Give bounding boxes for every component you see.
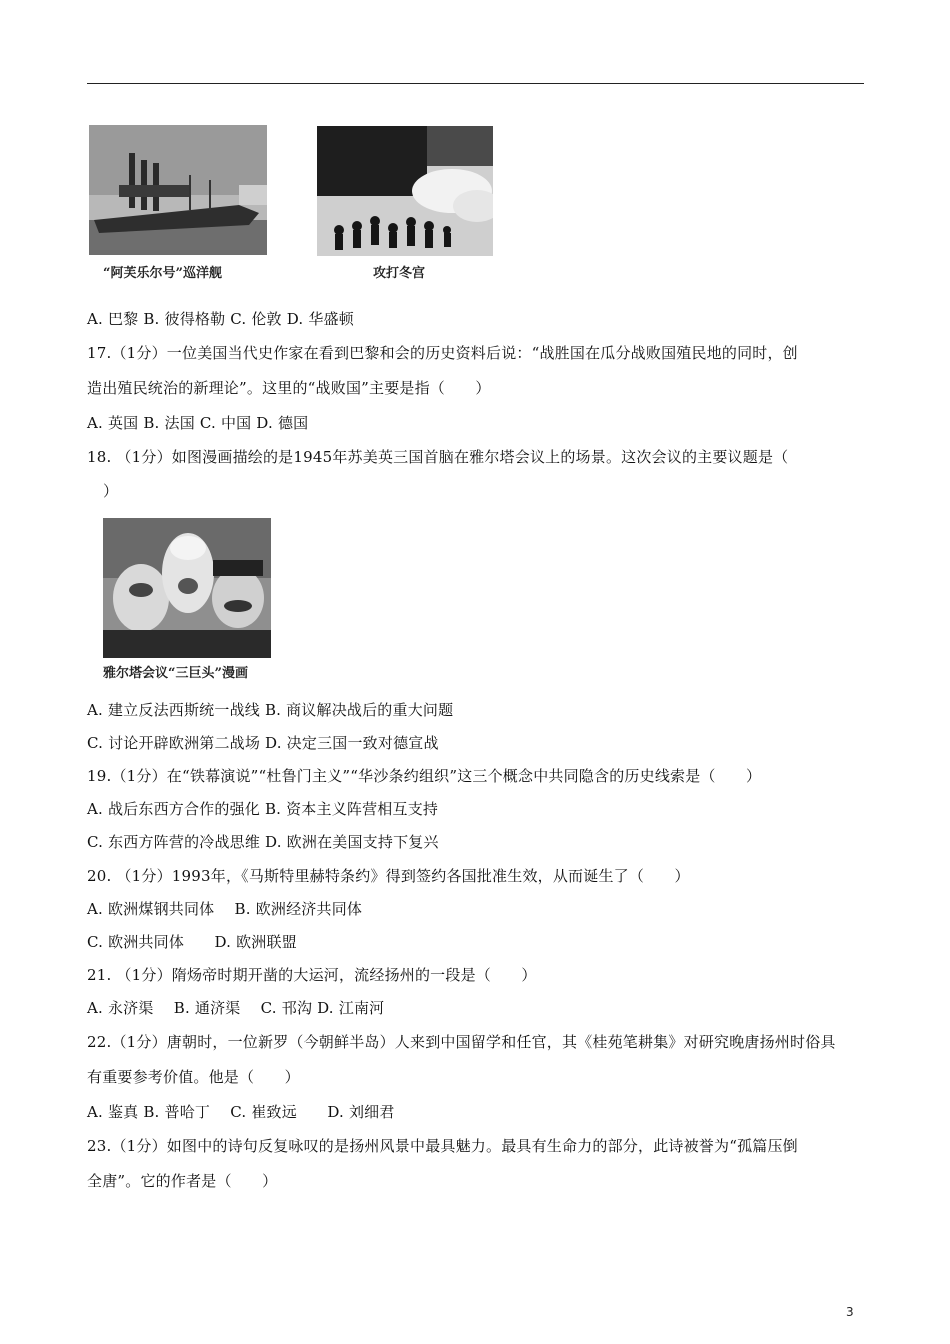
q20-stem: 20. （1分）1993年，《马斯特里赫特条约》得到签约各国批准生效，从而诞生了（ ） (87, 867, 690, 885)
q17-options: A. 英国 B. 法国 C. 中国 D. 德国 (87, 414, 309, 432)
q19-options-cd: C. 东西方阵营的冷战思维 D. 欧洲在美国支持下复兴 (87, 833, 439, 851)
q18-options-cd: C. 讨论开辟欧洲第二战场 D. 决定三国一致对德宣战 (87, 734, 439, 752)
winter-palace-caption: 攻打冬宫 (373, 266, 426, 281)
yalta-caption: 雅尔塔会议“三巨头”漫画 (103, 666, 248, 681)
q22-stem-line1: 22.（1分）唐朝时，一位新罗（今朝鲜半岛）人来到中国留学和任官，其《桂苑笔耕集》对研究晚唐扬州时俗具 (87, 1033, 836, 1051)
winter-palace-photo (317, 126, 493, 256)
cruiser-photo (89, 125, 267, 255)
q18-stem-line2: ） (103, 482, 119, 500)
q18-stem-line1: 18. （1分）如图漫画描绘的是1945年苏美英三国首脑在雅尔塔会议上的场景。这次会议的主要议题是（ (87, 448, 789, 466)
q21-options: A. 永济渠 B. 通济渠 C. 邗沟 D. 江南河 (87, 999, 385, 1017)
q23-stem-line2: 全唐”。它的作者是（ ） (87, 1172, 278, 1190)
q18-options-ab: A. 建立反法西斯统一战线 B. 商议解决战后的重大问题 (87, 701, 454, 719)
q21-stem: 21. （1分）隋炀帝时期开凿的大运河，流经扬州的一段是（ ） (87, 966, 537, 984)
q22-options: A. 鉴真 B. 普哈丁 C. 崔致远 D. 刘细君 (87, 1103, 395, 1121)
q19-options-ab: A. 战后东西方合作的强化 B. 资本主义阵营相互支持 (87, 800, 439, 818)
header-rule (87, 83, 864, 84)
q23-stem-line1: 23.（1分）如图中的诗句反复咏叹的是扬州风景中最具魅力。最具有生命力的部分，此诗被誉为“孤篇压倒 (87, 1137, 798, 1155)
q20-options-cd: C. 欧洲共同体 D. 欧洲联盟 (87, 933, 297, 951)
q19-stem: 19.（1分）在“铁幕演说”“杜鲁门主义”“华沙条约组织”这三个概念中共同隐含的历史线索是（ ） (87, 767, 762, 785)
q17-stem-line1: 17.（1分）一位美国当代史作家在看到巴黎和会的历史资料后说：“战胜国在瓜分战败国殖民地的同时，创 (87, 344, 798, 362)
q22-stem-line2: 有重要参考价值。他是（ ） (87, 1068, 300, 1086)
page-number: 3 (846, 1305, 854, 1319)
q17-stem-line2: 造出殖民统治的新理论”。这里的“战败国”主要是指（ ） (87, 379, 491, 397)
q16-options: A. 巴黎 B. 彼得格勒 C. 伦敦 D. 华盛顿 (87, 310, 354, 328)
cruiser-caption: “阿芙乐尔号”巡洋舰 (103, 266, 222, 281)
q20-options-ab: A. 欧洲煤钢共同体 B. 欧洲经济共同体 (87, 900, 363, 918)
yalta-cartoon (103, 518, 271, 658)
